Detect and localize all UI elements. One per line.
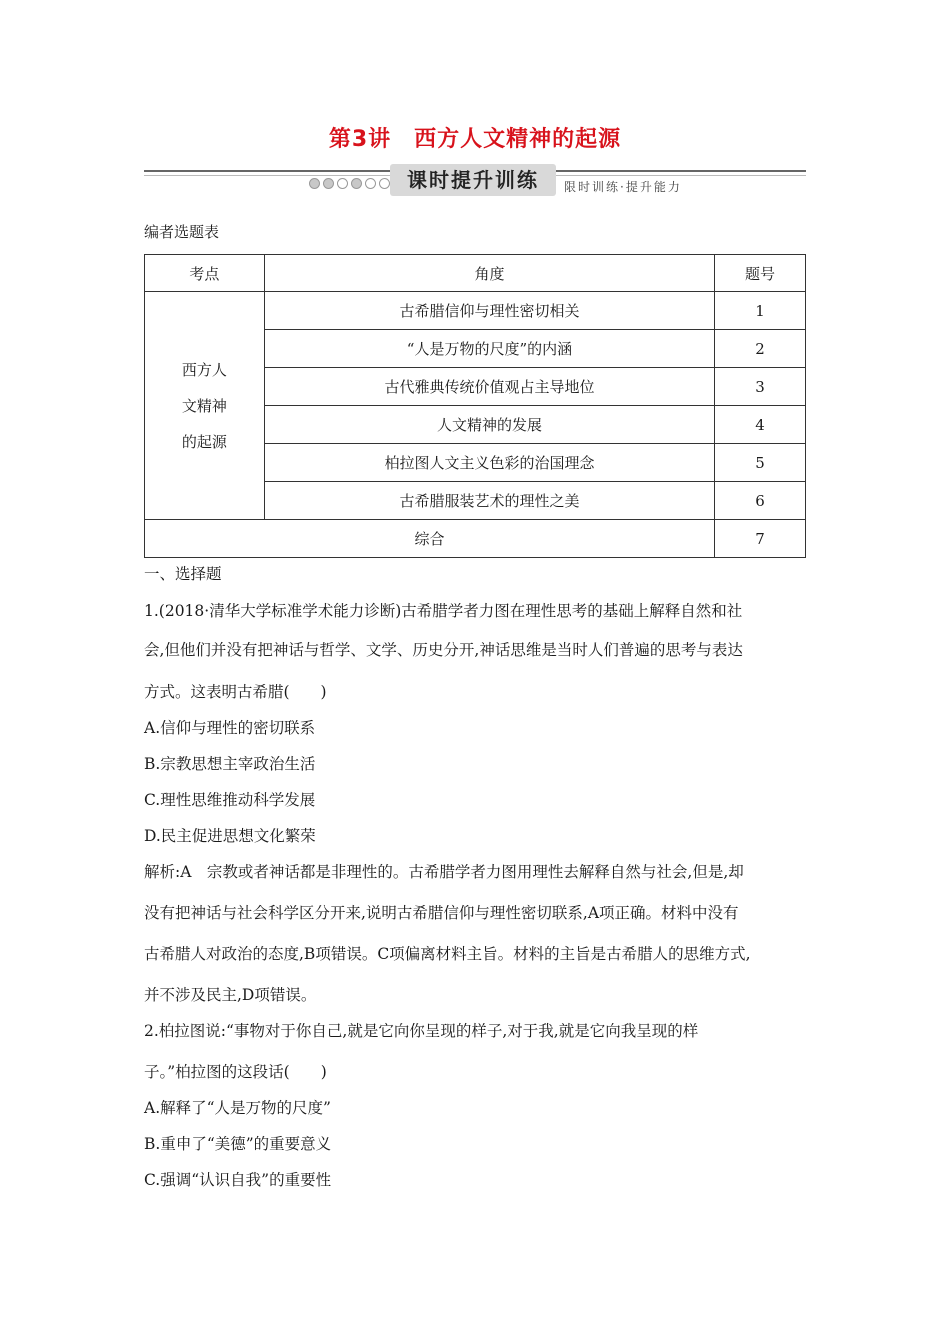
angle-cell: 古代雅典传统价值观占主导地位 xyxy=(264,368,714,406)
question-1-option-d: D.民主促进思想文化繁荣 xyxy=(144,827,316,845)
page-title: 第3讲 西方人文精神的起源 xyxy=(328,127,622,152)
angle-cell: 古希腊信仰与理性密切相关 xyxy=(264,292,714,330)
section-banner xyxy=(144,164,806,198)
table-row xyxy=(145,292,806,330)
dot-icon xyxy=(365,178,376,189)
summary-cell: 综合 xyxy=(145,520,715,558)
number-cell: 6 xyxy=(715,482,806,520)
number-cell: 3 xyxy=(715,368,806,406)
section-heading: 一、选择题 xyxy=(144,565,222,583)
angle-cell: 人文精神的发展 xyxy=(264,406,714,444)
banner-tagline: 限时训练·提升能力 xyxy=(564,180,682,194)
table-header-row xyxy=(145,255,806,292)
question-2-text: 子。”柏拉图的这段话( ) xyxy=(144,1063,327,1081)
dot-icon xyxy=(309,178,320,189)
header-cell: 角度 xyxy=(264,255,714,292)
question-1-analysis: 并不涉及民主,D项错误。 xyxy=(144,986,317,1004)
number-cell: 5 xyxy=(715,444,806,482)
question-1-text: 1.(2018·清华大学标准学术能力诊断)古希腊学者力图在理性思考的基础上解释自然和社 xyxy=(144,602,743,620)
question-2-option-c: C.强调“认识自我”的重要性 xyxy=(144,1171,332,1189)
banner-label: 课时提升训练 xyxy=(390,164,556,196)
topic-cell xyxy=(145,292,265,520)
dot-icon xyxy=(351,178,362,189)
angle-cell: “人是万物的尺度”的内涵 xyxy=(264,330,714,368)
topic-line: 西方人 xyxy=(181,360,227,379)
number-cell: 2 xyxy=(715,330,806,368)
question-1-analysis: 没有把神话与社会科学区分开来,说明古希腊信仰与理性密切联系,A项正确。材料中没有 xyxy=(144,904,739,922)
topic-table xyxy=(144,254,806,558)
question-1-option-c: C.理性思维推动科学发展 xyxy=(144,791,316,809)
question-1-option-b: B.宗教思想主宰政治生活 xyxy=(144,755,316,773)
dot-icon xyxy=(323,178,334,189)
question-1-analysis: 解析:A 宗教或者神话都是非理性的。古希腊学者力图用理性去解释自然与社会,但是,却 xyxy=(144,863,744,881)
table-summary-row xyxy=(145,520,806,558)
number-cell: 1 xyxy=(715,292,806,330)
number-cell: 4 xyxy=(715,406,806,444)
header-cell: 考点 xyxy=(145,255,265,292)
dot-icon xyxy=(337,178,348,189)
topic-line: 的起源 xyxy=(181,432,227,451)
question-1-option-a: A.信仰与理性的密切联系 xyxy=(144,719,316,737)
banner-dots xyxy=(309,178,390,192)
dot-icon xyxy=(379,178,390,189)
question-2-option-a: A.解释了“人是万物的尺度” xyxy=(144,1099,331,1117)
question-2-option-b: B.重申了“美德”的重要意义 xyxy=(144,1135,332,1153)
angle-cell: 柏拉图人文主义色彩的治国理念 xyxy=(264,444,714,482)
question-1-text: 方式。这表明古希腊( ) xyxy=(144,683,327,701)
question-1-analysis: 古希腊人对政治的态度,B项错误。C项偏离材料主旨。材料的主旨是古希腊人的思维方式, xyxy=(144,945,751,963)
number-cell: 7 xyxy=(715,520,806,558)
question-2-text: 2.柏拉图说:“事物对于你自己,就是它向你呈现的样子,对于我,就是它向我呈现的样 xyxy=(144,1022,699,1040)
header-cell: 题号 xyxy=(715,255,806,292)
table-caption: 编者选题表 xyxy=(144,223,220,241)
angle-cell: 古希腊服装艺术的理性之美 xyxy=(264,482,714,520)
topic-line: 文精神 xyxy=(181,396,227,415)
question-1-text: 会,但他们并没有把神话与哲学、文学、历史分开,神话思维是当时人们普遍的思考与表达 xyxy=(144,641,743,659)
